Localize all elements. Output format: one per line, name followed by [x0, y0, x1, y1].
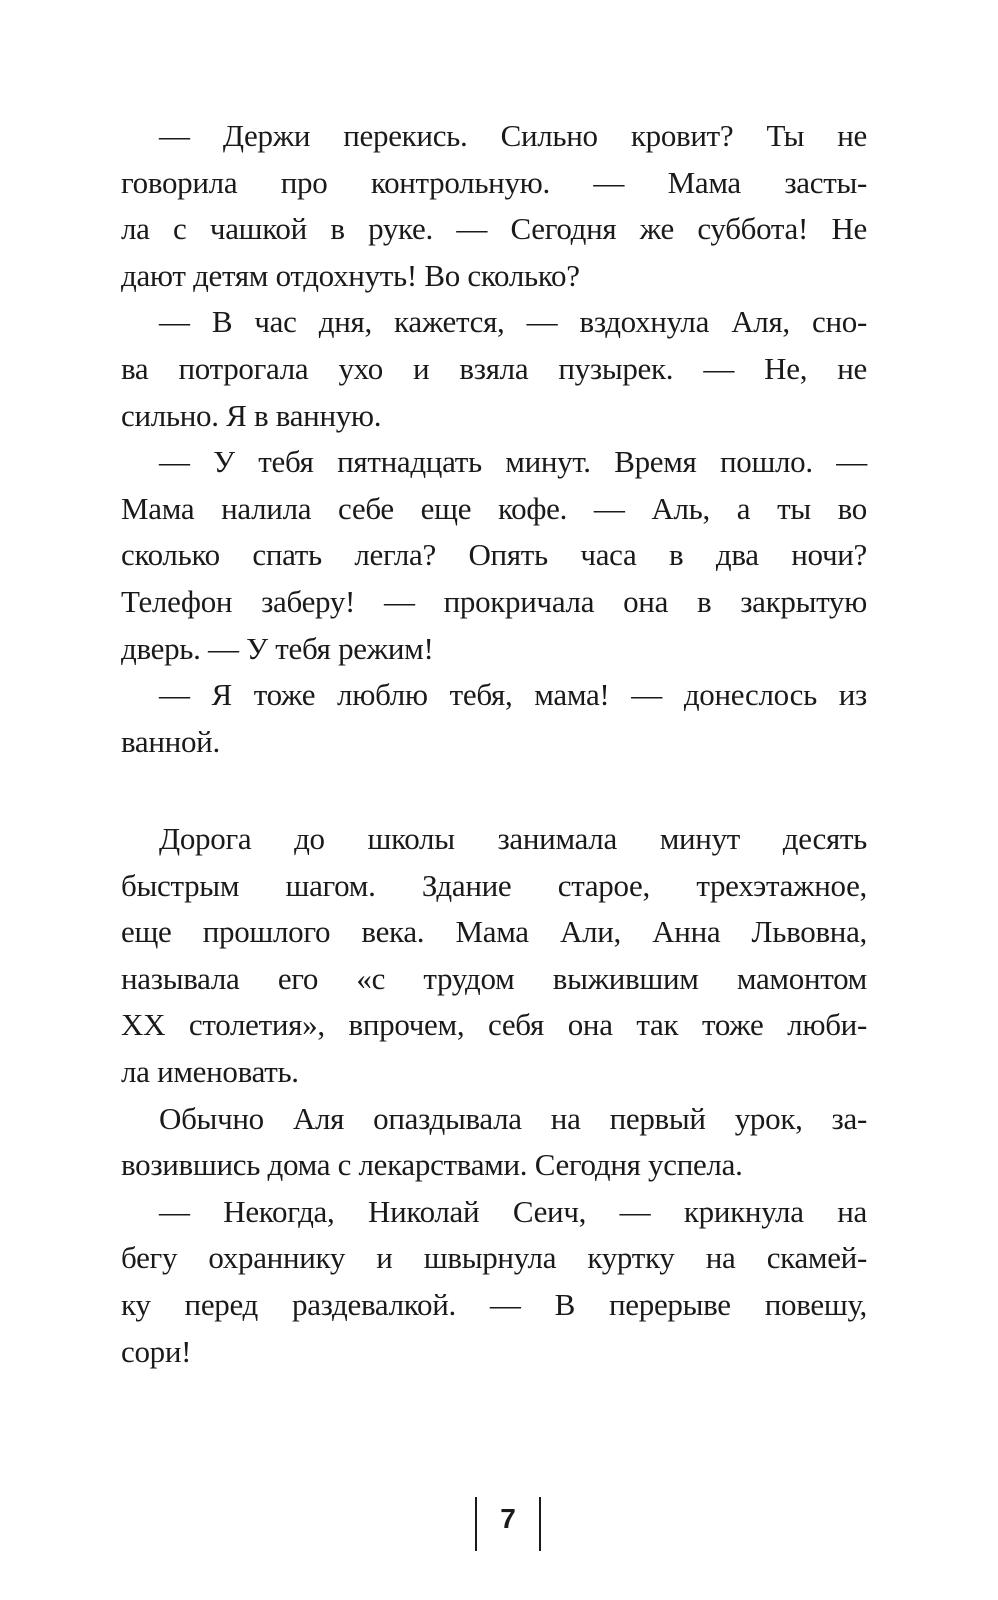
text-line: ва потрогала ухо и взяла пузырек. — Не, не: [121, 350, 867, 386]
text-line: возившись дома с лекарствами. Сегодня успела.: [121, 1147, 743, 1183]
text-line: ла именовать.: [121, 1053, 299, 1089]
text-line: XX столетия», впрочем, себя она так тоже люби-: [121, 1007, 867, 1043]
text-section-narrative: [121, 816, 867, 1375]
text-line: сори!: [121, 1333, 192, 1369]
folio-divider-right: [539, 1497, 541, 1551]
page-footer: [0, 1495, 998, 1555]
text-line: называла его «с трудом выжившим мамонтом: [121, 960, 867, 996]
text-line: дверь. — У тебя режим!: [121, 630, 434, 666]
text-line: еще прошлого века. Мама Али, Анна Львовна,: [121, 914, 867, 950]
text-line: — В час дня, кажется, — вздохнула Аля, сно-: [159, 304, 867, 340]
text-line: Телефон заберу! — прокричала она в закрытую: [121, 583, 867, 619]
text-line: бегу охраннику и швырнула куртку на скамей-: [121, 1240, 867, 1276]
text-line: — У тебя пятнадцать минут. Время пошло. —: [159, 444, 867, 480]
text-line: быстрым шагом. Здание старое, трехэтажное,: [121, 867, 867, 903]
text-line: Дорога до школы занимала минут десять: [159, 821, 867, 856]
text-line: ку перед раздевалкой. — В перерыве повешу,: [121, 1286, 867, 1322]
page-number: 7: [500, 1503, 516, 1534]
text-line: сильно. Я в ванную.: [121, 397, 382, 433]
text-line: ла с чашкой в руке. — Сегодня же суббота! Не: [121, 211, 867, 247]
text-line: — Некогда, Николай Сеич, — крикнула на: [159, 1193, 867, 1229]
text-line: — Держи перекись. Сильно кровит? Ты не: [159, 118, 867, 153]
text-line: ванной.: [121, 723, 220, 759]
text-line: Мама налила себе еще кофе. — Аль, а ты во: [121, 490, 867, 526]
text-line: — Я тоже люблю тебя, мама! — донеслось из: [159, 677, 867, 713]
text-line: сколько спать легла? Опять часа в два ночи?: [121, 537, 867, 573]
text-section-dialogue: [121, 113, 867, 765]
text-line: дают детям отдохнуть! Во сколько?: [121, 257, 580, 293]
text-line: говорила про контрольную. — Мама засты-: [121, 164, 867, 200]
text-line: Обычно Аля опаздывала на первый урок, за-: [159, 1100, 867, 1136]
